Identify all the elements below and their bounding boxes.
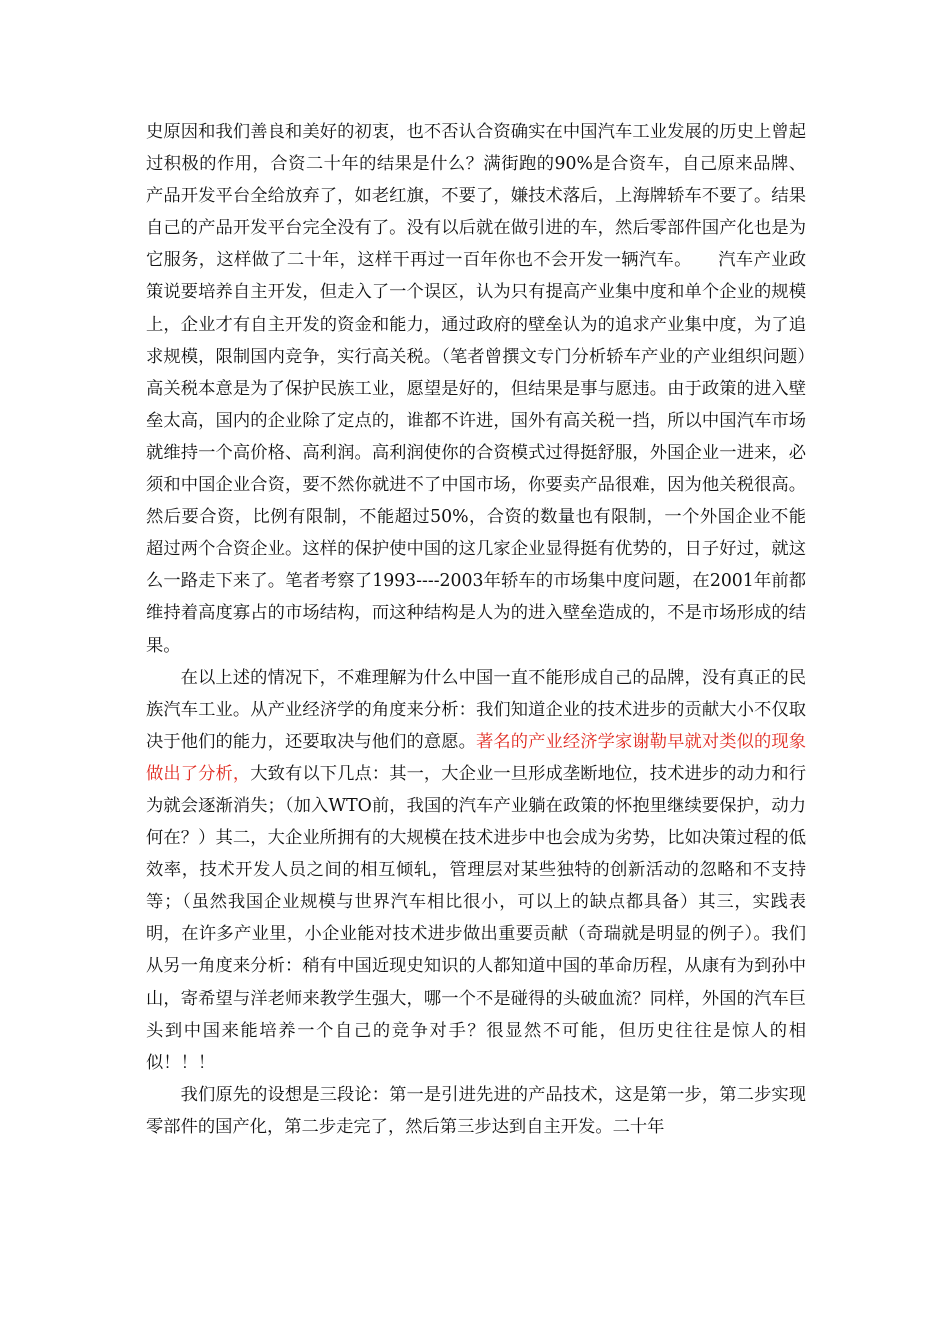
highlighted-sentence: 著名的产业经济学家谢勒早就对类似的现象做出了分析， — [146, 731, 806, 784]
paragraph-1-part-1: 史原因和我们善良和美好的初衷，也不否认合资确实在中国汽车工业发展的历史上曾起过积极的作用，合资二十年的结果是什么？满街跑的90%是合资车，自己原来品牌、产品开发平台全给放弃了，如老红旗，不要了，嫌技术落后，上海牌轿车不要了。结果自己的产品开发平台完全没有了。没有以后就在做引进的车，然后零部件国产化也是为它服务，这样做了二十年，这样干再过一百年你也不会开发一辆汽车。 — [146, 122, 806, 271]
paragraph-2-before-highlight: 在以上述的情况下，不难理解为什么中国一直不能形成自己的品牌，没有真正的民族汽车工业。从产业经济学的角度来分析：我们知道企业的技术进步的贡献大小不仅取决于他们的能力，还要取决与他们的意愿。 — [146, 667, 806, 752]
paragraph-3 — [146, 1079, 806, 1143]
paragraph-1-part-2: 汽车产业政策说要培养自主开发，但走入了一个误区，认为只有提高产业集中度和单个企业的规模上，企业才有自主开发的资金和能力，通过政府的壁垒认为的追求产业集中度，为了追求规模，限制国内竞争，实行高关税。（笔者曾撰文专门分析轿车产业的产业组织问题）高关税本意是为了保护民族工业，愿望是好的，但结果是事与愿违。由于政策的进入壁垒太高，国内的企业除了定点的，谁都不许进，国外有高关税一挡，所以中国汽车市场就维持一个高价格、高利润。高利润使你的合资模式过得挺舒服，外国企业一进来，必须和中国企业合资，要不然你就进不了中国市场，你要卖产品很难，因为他关税很高。然后要合资，比例有限制，不能超过50%，合资的数量也有限制，一个外国企业不能超过两个合资企业。这样的保护使中国的这几家企业显得挺有优势的，日子好过，就这么一路走下来了。笔者考察了1993----2003年轿车的市场集中度问题，在2001年前都维持着高度寡占的市场结构，而这种结构是人为的进入壁垒造成的，不是市场形成的结果。 — [146, 250, 806, 656]
paragraph-1 — [146, 116, 806, 662]
paragraph-2 — [146, 662, 806, 1079]
paragraph-3-text: 我们原先的设想是三段论：第一是引进先进的产品技术，这是第一步，第二步实现零部件的国产化，第二步走完了，然后第三步达到自主开发。二十年 — [146, 1084, 806, 1137]
document-body — [146, 116, 806, 1143]
paragraph-2-after-highlight: 大致有以下几点：其一，大企业一旦形成垄断地位，技术进步的动力和行为就会逐渐消失；（加入WTO前，我国的汽车产业躺在政策的怀抱里继续要保护，动力何在？）其二，大企业所拥有的大规模在技术进步中也会成为劣势，比如决策过程的低效率，技术开发人员之间的相互倾轧，管理层对某些独特的创新活动的忽略和不支持等；（虽然我国企业规模与世界汽车相比很小，可以上的缺点都具备）其三，实践表明，在许多产业里，小企业能对技术进步做出重要贡献（奇瑞就是明显的例子）。我们从另一角度来分析：稍有中国近现史知识的人都知道中国的革命历程，从康有为到孙中山，寄希望与洋老师来教学生强大，哪一个不是碰得的头破血流？同样，外国的汽车巨头到中国来能培养一个自己的竞争对手？很显然不可能，但历史往往是惊人的相似！！！ — [146, 763, 806, 1073]
